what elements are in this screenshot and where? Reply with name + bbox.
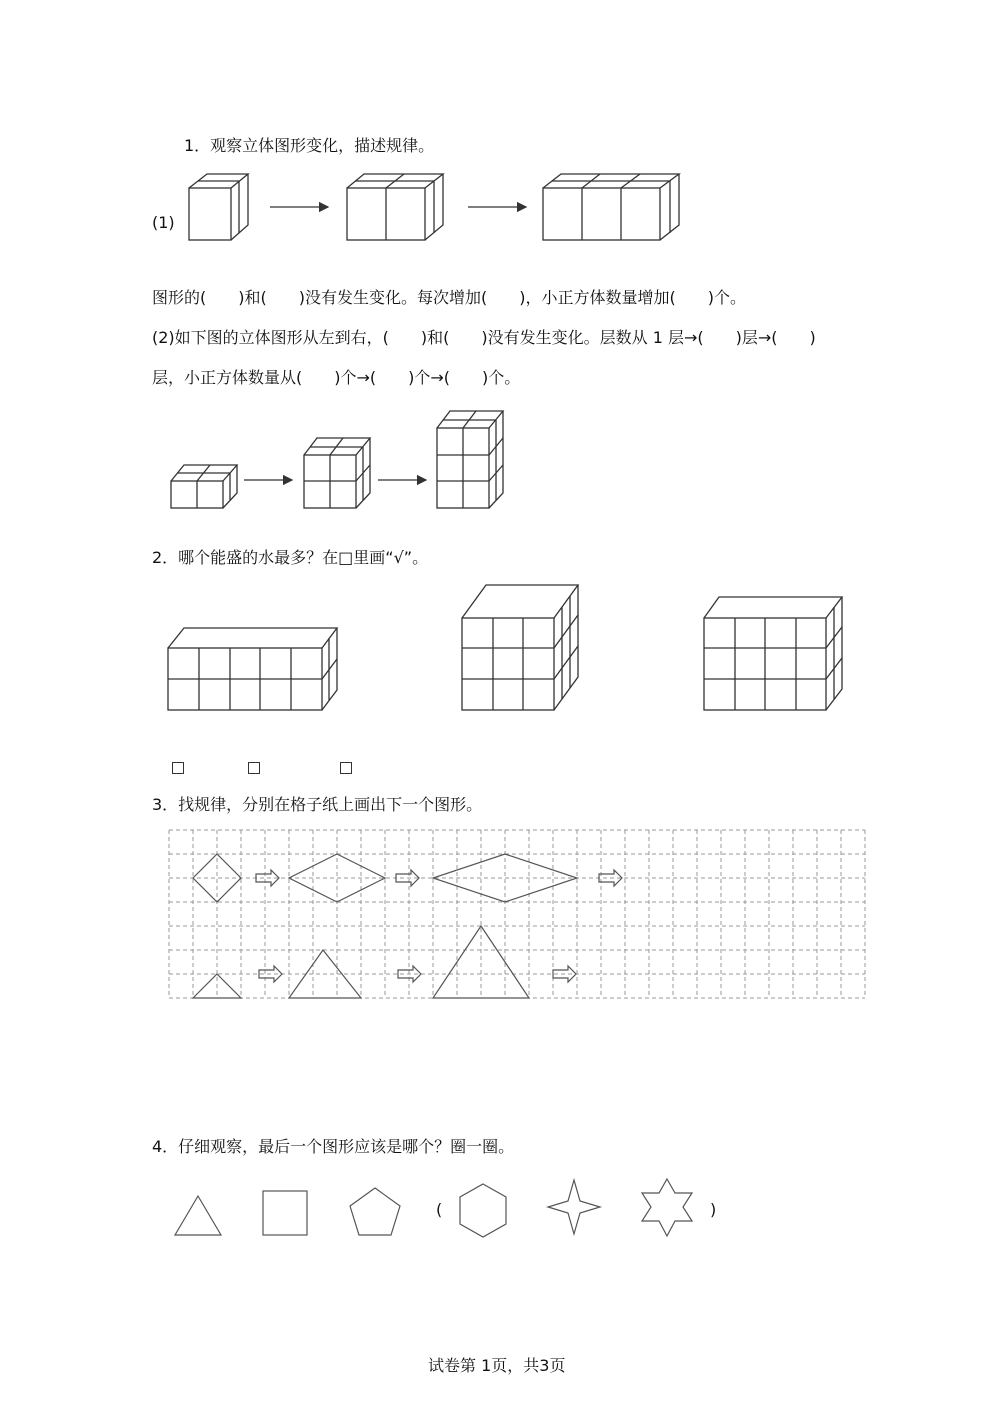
q1-part1-text: 图形的( )和( )没有发生变化。每次增加( )，小正方体数量增加( )个。 <box>152 288 746 307</box>
q3-arrow-1 <box>256 870 279 886</box>
q1-part2-line2: 层，小正方体数量从( )个→( )个→( )个。 <box>152 368 521 387</box>
q1-title: 1．观察立体图形变化，描述规律。 <box>184 136 435 155</box>
q4-close-paren: ) <box>710 1200 717 1219</box>
six-point-star-icon[interactable] <box>642 1179 692 1236</box>
q1-layer2-block <box>304 438 370 508</box>
q2-checkbox-b[interactable] <box>248 762 260 774</box>
q3-triangle-3 <box>433 926 529 998</box>
q2-container-a <box>168 628 337 710</box>
q3-diamond-2 <box>289 854 385 902</box>
q2-checkbox-c[interactable] <box>340 762 352 774</box>
q3-arrow-5 <box>398 966 421 982</box>
q3-arrow-2 <box>396 870 419 886</box>
q1-part2-line1: (2)如下图的立体图形从左到右，( )和( )没有发生变化。层数从 1 层→( )层→( ) <box>152 328 816 347</box>
q2-container-c <box>704 597 842 710</box>
q3-triangle-2 <box>289 950 361 998</box>
q4-title: 4．仔细观察，最后一个图形应该是哪个？圈一圈。 <box>152 1137 515 1156</box>
pentagon-icon <box>350 1188 400 1235</box>
q4-open-paren: ( <box>436 1200 443 1219</box>
q3-arrow-3 <box>599 870 622 886</box>
square-icon <box>263 1191 307 1235</box>
hexagon-icon[interactable] <box>460 1184 506 1237</box>
q2-title: 2．哪个能盛的水最多？在□里画“√”。 <box>152 548 429 567</box>
page-footer: 试卷第 1页，共3页 <box>428 1356 566 1375</box>
q1-fig3-cuboid <box>543 174 679 240</box>
q1-fig1-cuboid <box>189 174 248 240</box>
q3-triangle-1 <box>193 974 241 998</box>
q3-diamond-3 <box>433 854 577 902</box>
q3-diamond-1 <box>193 854 241 902</box>
q1-fig2-cuboid <box>347 174 443 240</box>
q3-title: 3．找规律，分别在格子纸上画出下一个图形。 <box>152 795 483 814</box>
q1-part1-label: (1) <box>152 213 175 232</box>
q2-checkbox-a[interactable] <box>172 762 184 774</box>
four-point-star-icon[interactable] <box>548 1180 600 1234</box>
q3-arrow-6 <box>553 966 576 982</box>
q2-container-b <box>462 585 578 710</box>
q3-arrow-4 <box>259 966 282 982</box>
triangle-icon <box>175 1196 221 1235</box>
q1-layer1-block <box>171 465 237 508</box>
q1-layer3-block <box>437 411 503 508</box>
